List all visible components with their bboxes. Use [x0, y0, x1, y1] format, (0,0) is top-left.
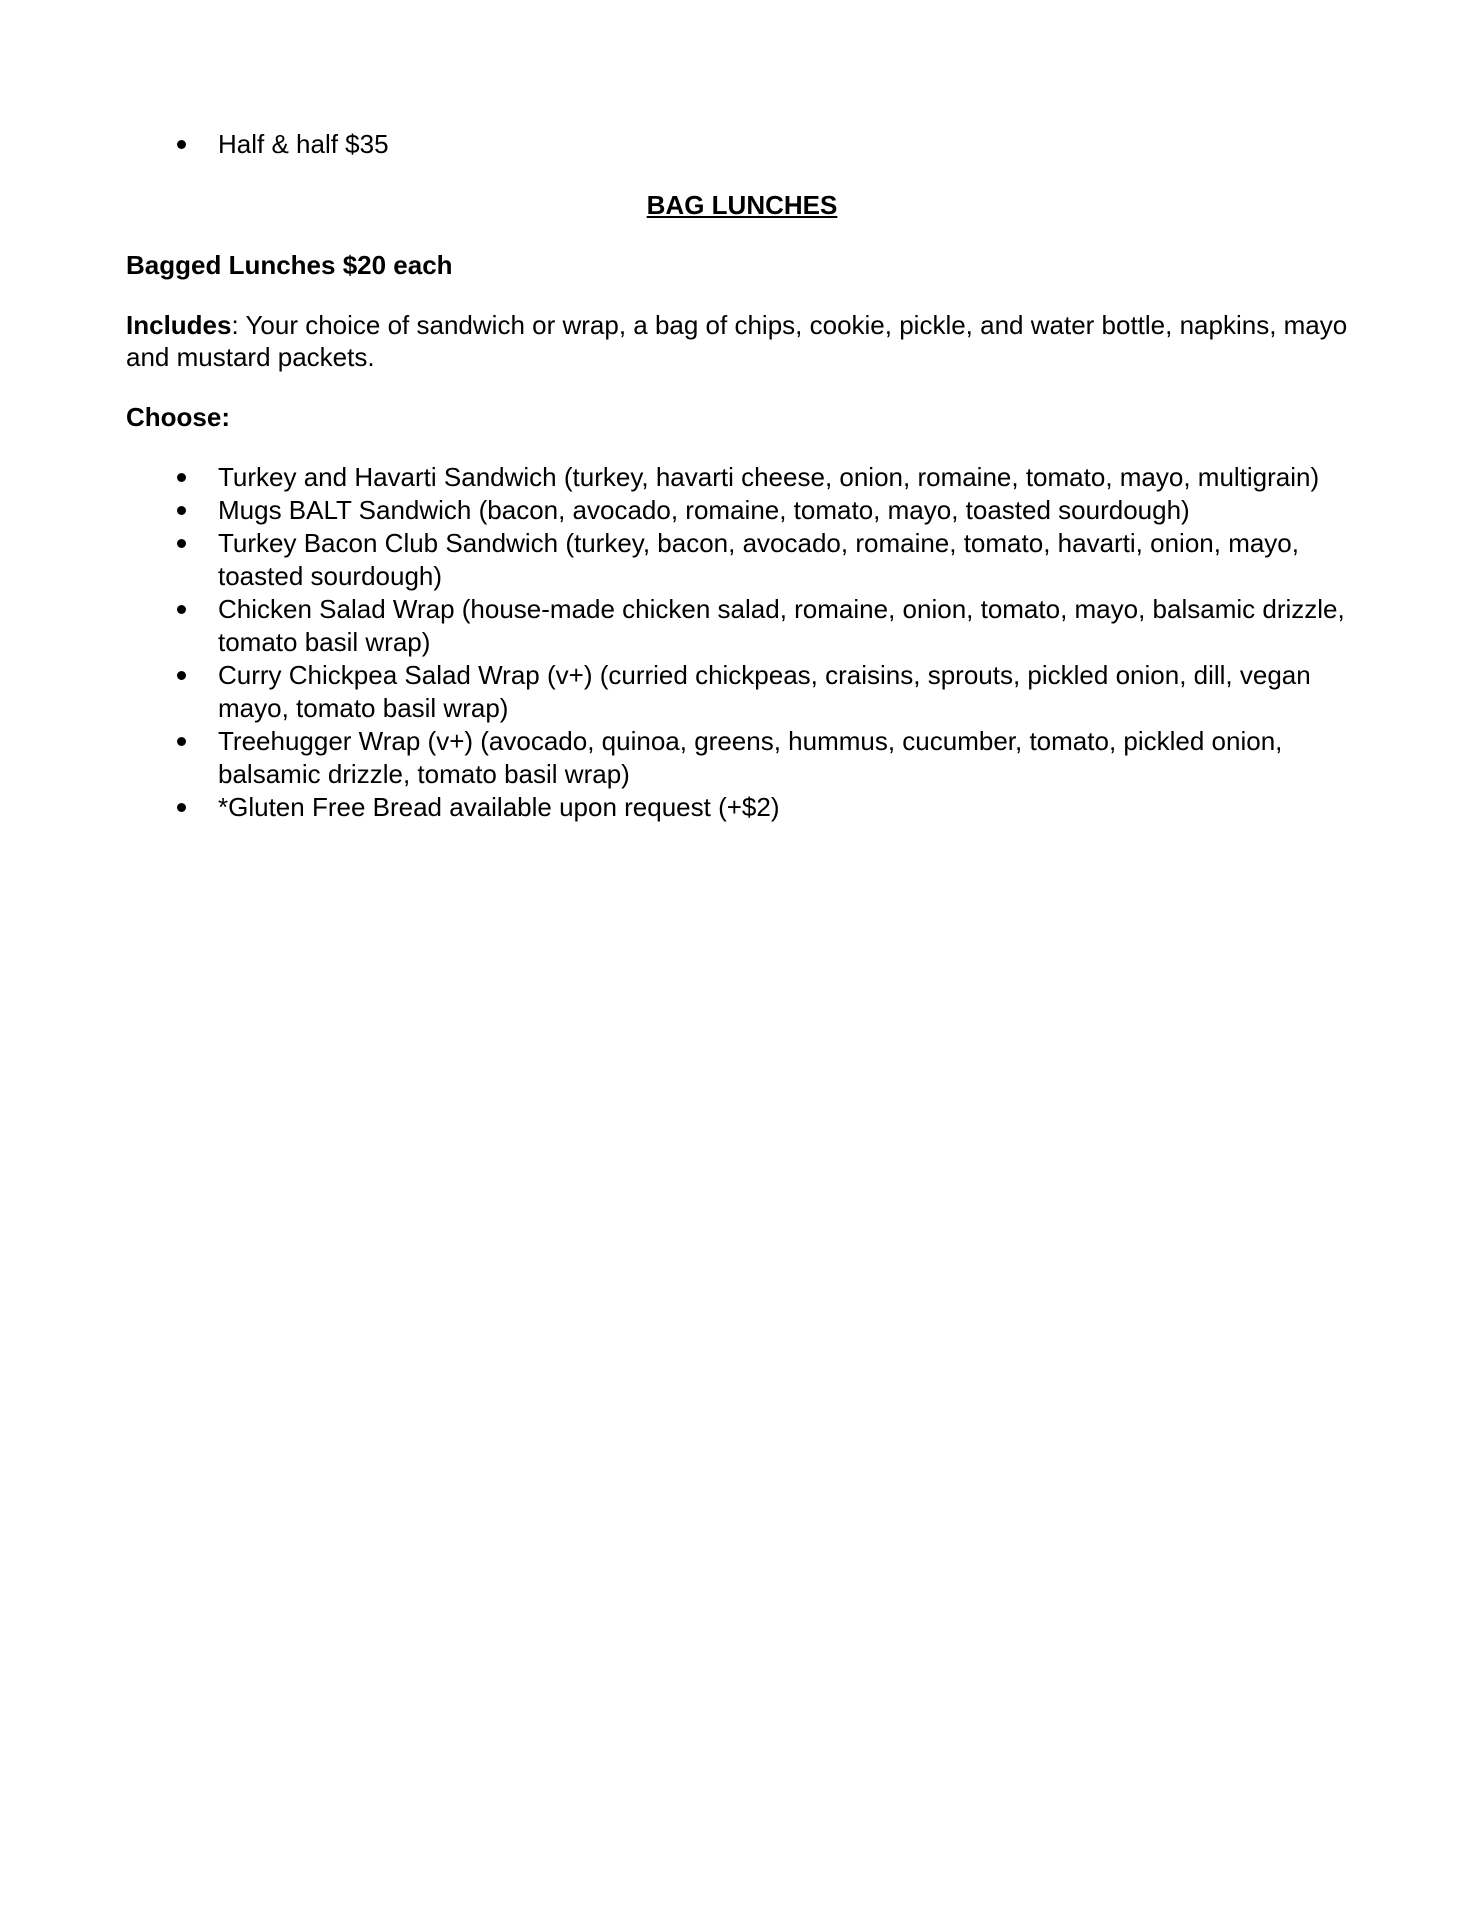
- list-item-text: Turkey and Havarti Sandwich (turkey, havarti cheese, onion, romaine, tomato, mayo, multigrain): [218, 462, 1320, 492]
- list-item-text: *Gluten Free Bread available upon request (+$2): [218, 792, 780, 822]
- bullet-icon: [177, 506, 186, 515]
- list-item-text: Treehugger Wrap (v+) (avocado, quinoa, greens, hummus, cucumber, tomato, pickled onion, balsamic drizzle, tomato basil wrap): [218, 726, 1283, 789]
- bullet-icon: [177, 737, 186, 746]
- bullet-icon: [177, 473, 186, 482]
- list-item-text: Chicken Salad Wrap (house-made chicken salad, romaine, onion, tomato, mayo, balsamic drizzle, tomato basil wrap): [218, 594, 1345, 657]
- list-item: [126, 725, 1358, 791]
- includes-paragraph: [126, 309, 1358, 373]
- list-item: [126, 593, 1358, 659]
- list-item: [126, 461, 1358, 494]
- list-item: [126, 659, 1358, 725]
- bullet-icon: [177, 671, 186, 680]
- bullet-icon: [177, 605, 186, 614]
- list-item-text: Turkey Bacon Club Sandwich (turkey, bacon, avocado, romaine, tomato, havarti, onion, mayo, toasted sourdough): [218, 528, 1299, 591]
- list-item-text: Half & half $35: [218, 129, 389, 159]
- menu-bullet-list: [126, 461, 1358, 824]
- includes-label: Includes: [126, 310, 232, 340]
- bullet-icon: [177, 140, 186, 149]
- includes-text: : Your choice of sandwich or wrap, a bag of chips, cookie, pickle, and water bottle, napkins, mayo and mustard packets.: [126, 310, 1348, 372]
- list-item: [126, 128, 1358, 161]
- subheading: Bagged Lunches $20 each: [126, 250, 453, 280]
- list-item-text: Mugs BALT Sandwich (bacon, avocado, romaine, tomato, mayo, toasted sourdough): [218, 495, 1190, 525]
- list-item-text: Curry Chickpea Salad Wrap (v+) (curried chickpeas, craisins, sprouts, pickled onion, dill, vegan mayo, tomato basil wrap): [218, 660, 1311, 723]
- list-item: [126, 494, 1358, 527]
- choose-label: Choose:: [126, 402, 230, 432]
- bullet-icon: [177, 539, 186, 548]
- bullet-icon: [177, 803, 186, 812]
- list-item: [126, 527, 1358, 593]
- intro-bullet-list: [126, 128, 1358, 161]
- list-item: [126, 791, 1358, 824]
- section-heading: BAG LUNCHES: [646, 190, 838, 220]
